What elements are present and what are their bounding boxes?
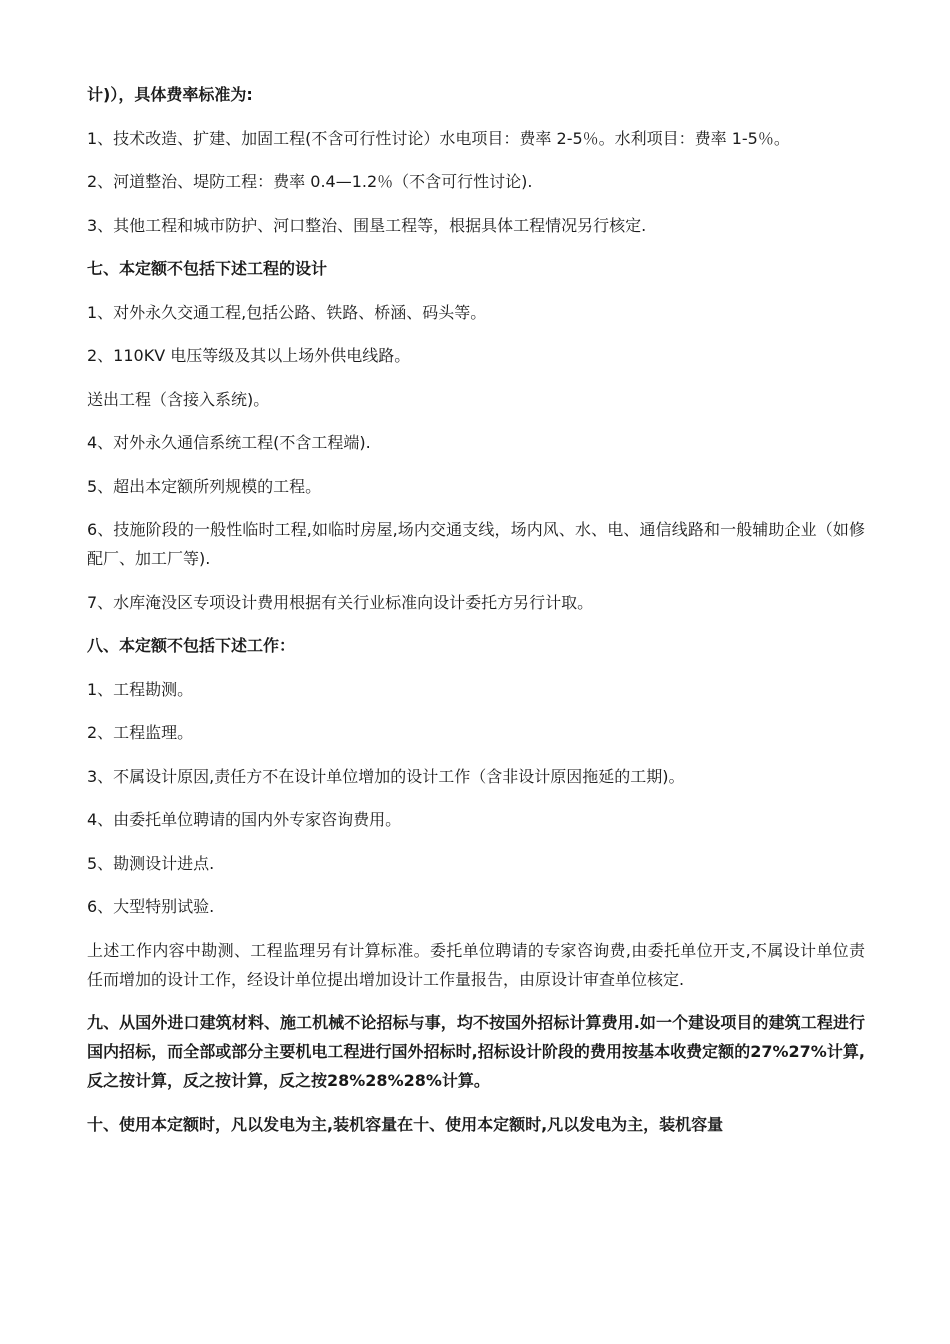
paragraph-7-item-7: 7、水库淹没区专项设计费用根据有关行业标准向设计委托方另行计取。 <box>87 592 594 612</box>
section-heading-8: 八、本定额不包括下述工作： <box>87 636 296 655</box>
section-9-paragraph: 九、从国外进口建筑材料、施工机械不论招标与事，均不按国外招标计算费用.如一个建设项目的建筑工程进行国内招标，而全部或部分主要机电工程进行国外招标时,招标设计阶段的费用按基本收费定额的27%27%计算,反之按计算，反之按计算，反之按28%28%28%计算。 <box>87 1013 865 1090</box>
paragraph-7-item-1: 1、对外永久交通工程,包括公路、铁路、桥涵、码头等。 <box>87 302 487 322</box>
paragraph-8-note: 上述工作内容中勘测、工程监理另有计算标准。委托单位聘请的专家咨询费,由委托单位开支,不属设计单位责任而增加的设计工作，经设计单位提出增加设计工作量报告，由原设计审查单位核定. <box>87 940 865 989</box>
paragraph-fee-standard-intro: 计)），具体费率标准为: <box>87 85 253 104</box>
paragraph-7-item-6: 6、技施阶段的一般性临时工程,如临时房屋,场内交通支线，场内风、水、电、通信线路和一般辅助企业（如修配厂、加工厂等). <box>87 520 865 568</box>
paragraph-7-item-2: 2、110KV 电压等级及其以上场外供电线路。 <box>87 346 411 365</box>
paragraph-8-item-1: 1、工程勘测。 <box>87 679 194 699</box>
paragraph-8-item-2: 2、工程监理。 <box>87 723 194 742</box>
document-body <box>87 80 865 1153</box>
paragraph-item-2-river: 2、河道整治、堤防工程：费率 0.4—1.2％（不含可行性讨论). <box>87 172 533 191</box>
paragraph-7-item-5: 5、超出本定额所列规模的工程。 <box>87 476 322 496</box>
section-heading-7: 七、本定额不包括下述工程的设计 <box>87 259 328 278</box>
paragraph-8-item-6: 6、大型特别试验. <box>87 897 215 916</box>
paragraph-7-item-4: 4、对外永久通信系统工程(不含工程端). <box>87 433 371 452</box>
paragraph-8-item-4: 4、由委托单位聘请的国内外专家咨询费用。 <box>87 810 402 829</box>
section-10-paragraph: 十、使用本定额时，凡以发电为主,装机容量在十、使用本定额时,凡以发电为主，装机容量 <box>87 1114 724 1134</box>
paragraph-8-item-5: 5、勘测设计进点. <box>87 853 215 873</box>
paragraph-item-1-renovation: 1、技术改造、扩建、加固工程(不含可行性讨论）水电项目：费率 2-5％。水利项目：费率 1-5％。 <box>87 128 790 148</box>
paragraph-7-item-3: 送出工程（含接入系统)。 <box>87 389 270 409</box>
paragraph-8-item-3: 3、不属设计原因,责任方不在设计单位增加的设计工作（含非设计原因拖延的工期)。 <box>87 766 685 786</box>
paragraph-item-3-other: 3、其他工程和城市防护、河口整治、围垦工程等，根据具体工程情况另行核定. <box>87 215 647 235</box>
